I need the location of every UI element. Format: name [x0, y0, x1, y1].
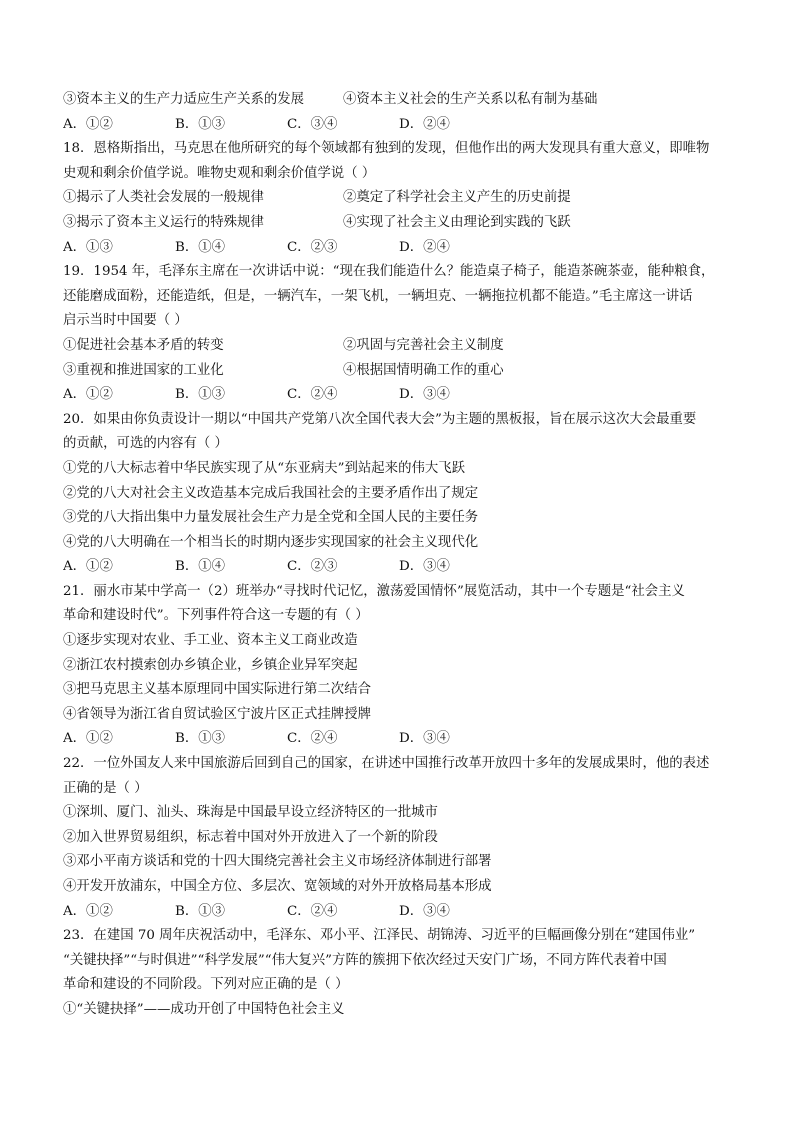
- choice-item: ③邓小平南方谈话和党的十四大围绕完善社会主义市场经济体制进行部署: [63, 854, 492, 870]
- option-c: C．②④: [287, 903, 338, 919]
- exam-page: [63, 88, 743, 1023]
- option-a: A．①②: [63, 116, 113, 132]
- choice-item: ②浙江农村摸索创办乡镇企业，乡镇企业异军突起: [63, 657, 358, 673]
- option-a: A．①②: [63, 387, 113, 403]
- option-b: B．①③: [175, 731, 226, 747]
- option-c: C．②④: [287, 731, 338, 747]
- question-19-stem: 19．1954 年，毛泽东主席在一次讲话中说：“现在我们能造什么？能造桌子椅子，能造茶碗茶壶，能种粮食，: [63, 264, 715, 280]
- choice-item: ④资本主义社会的生产关系以私有制为基础: [343, 92, 598, 107]
- question-19-items-row: [63, 334, 743, 359]
- question-18-items-row: [63, 211, 743, 236]
- question-19-stem: 启示当时中国要（ ）: [63, 313, 188, 329]
- option-b: B．①④: [175, 559, 226, 575]
- option-a: A．①②: [63, 731, 113, 747]
- choice-item: ①“关键抉择”——成功开创了中国特色社会主义: [63, 1001, 345, 1017]
- choice-item: ②巩固与完善社会主义制度: [343, 337, 504, 353]
- choice-item: ③揭示了资本主义运行的特殊规律: [63, 214, 264, 230]
- question-20-stem: 20．如果由你负责设计一期以“中国共产党第八次全国代表大会”为主题的黑板报，旨在展示这次大会最重要: [63, 411, 697, 427]
- choice-item: ④开发开放浦东，中国全方位、多层次、宽领域的对外开放格局基本形成: [63, 879, 492, 894]
- option-b: B．①④: [175, 239, 226, 255]
- choice-item: ②加入世界贸易组织，标志着中国对外开放进入了一个新的阶段: [63, 829, 438, 845]
- option-d: D．③④: [399, 731, 450, 747]
- question-18-options: [63, 236, 743, 261]
- question-23-stem: 革命和建设的不同阶段。下列对应正确的是（ ）: [63, 977, 349, 993]
- option-a: A．①②: [63, 903, 113, 919]
- option-c: C．②③: [287, 559, 338, 575]
- option-c: C．②③: [287, 239, 338, 255]
- question-21-stem: 革命和建设时代”。下列事件符合这一专题的有（ ）: [63, 608, 369, 624]
- option-b: B．①③: [175, 116, 226, 132]
- option-d: D．③④: [399, 559, 450, 575]
- question-20-stem: 的贡献，可选的内容有（ ）: [63, 436, 228, 452]
- choice-item: ①揭示了人类社会发展的一般规律: [63, 190, 264, 206]
- question-19-items-row: [63, 359, 743, 384]
- question-23-stem: 23．在建国 70 周年庆祝活动中，毛泽东、邓小平、江泽民、胡锦涛、习近平的巨幅画像分别在“建国伟业”: [63, 928, 696, 944]
- question-22-stem: 22．一位外国友人来中国旅游后回到自己的国家，在讲述中国推行改革开放四十多年的发展成果时，他的表述: [63, 756, 710, 772]
- question-18-stem: 18．恩格斯指出，马克思在他所研究的每个领域都有独到的发现，但他作出的两大发现具有重大意义，即唯物: [63, 141, 710, 157]
- choice-item: ③把马克思主义基本原理同中国实际进行第二次结合: [63, 682, 371, 698]
- question-22-options: [63, 900, 743, 925]
- option-b: B．①③: [175, 387, 226, 403]
- choice-item: ③重视和推进国家的工业化: [63, 362, 224, 378]
- option-b: B．①③: [175, 903, 226, 919]
- option-a: A．①②: [63, 559, 113, 575]
- option-d: D．③④: [399, 903, 450, 919]
- choice-item: ④实现了社会主义由理论到实践的飞跃: [343, 214, 571, 230]
- choice-item: ①促进社会基本矛盾的转变: [63, 337, 224, 353]
- question-22-stem: 正确的是（ ）: [63, 780, 148, 796]
- option-c: C．②④: [287, 387, 338, 403]
- option-a: A．①③: [63, 239, 113, 255]
- question-21-options: [63, 727, 743, 752]
- option-d: D．③④: [399, 387, 450, 403]
- choice-item: ②党的八大对社会主义改造基本完成后我国社会的主要矛盾作出了规定: [63, 485, 479, 501]
- question-19-stem: 还能磨成面粉，还能造纸，但是，一辆汽车，一架飞机，一辆坦克、一辆拖拉机都不能造。”毛主席这一讲话: [63, 288, 693, 304]
- choice-item: ③资本主义的生产力适应生产关系的发展: [63, 92, 305, 107]
- question-19-options: [63, 383, 743, 408]
- choice-item: ①逐步实现对农业、手工业、资本主义工商业改造: [63, 633, 358, 649]
- option-c: C．③④: [287, 116, 338, 132]
- option-d: D．②④: [399, 239, 450, 255]
- option-d: D．②④: [399, 116, 450, 132]
- top-items-row: [63, 88, 743, 113]
- top-options: [63, 113, 743, 138]
- choice-item: ④根据国情明确工作的重心: [343, 362, 504, 378]
- choice-item: ④省领导为浙江省自贸试验区宁波片区正式挂牌授牌: [63, 706, 371, 722]
- choice-item: ①深圳、厦门、汕头、珠海是中国最早设立经济特区的一批城市: [63, 805, 438, 821]
- choice-item: ②奠定了科学社会主义产生的历史前提: [343, 190, 571, 206]
- question-18-stem: 史观和剩余价值学说。唯物史观和剩余价值学说（ ）: [63, 165, 376, 181]
- choice-item: ④党的八大明确在一个相当长的时期内逐步实现国家的社会主义现代化: [63, 534, 479, 550]
- question-21-stem: 21．丽水市某中学高一（2）班举办“寻找时代记忆，激荡爱国情怀”展览活动，其中一个专题是“社会主义: [63, 583, 685, 599]
- question-23-stem: “关键抉择”“与时俱进”“科学发展”“伟大复兴”方阵的簇拥下依次经过天安门广场，不同方阵代表着中国: [63, 952, 667, 968]
- question-18-items-row: [63, 186, 743, 211]
- choice-item: ③党的八大指出集中力量发展社会生产力是全党和全国人民的主要任务: [63, 510, 479, 526]
- choice-item: ①党的八大标志着中华民族实现了从“东亚病夫”到站起来的伟大飞跃: [63, 460, 466, 476]
- question-20-options: [63, 555, 743, 580]
